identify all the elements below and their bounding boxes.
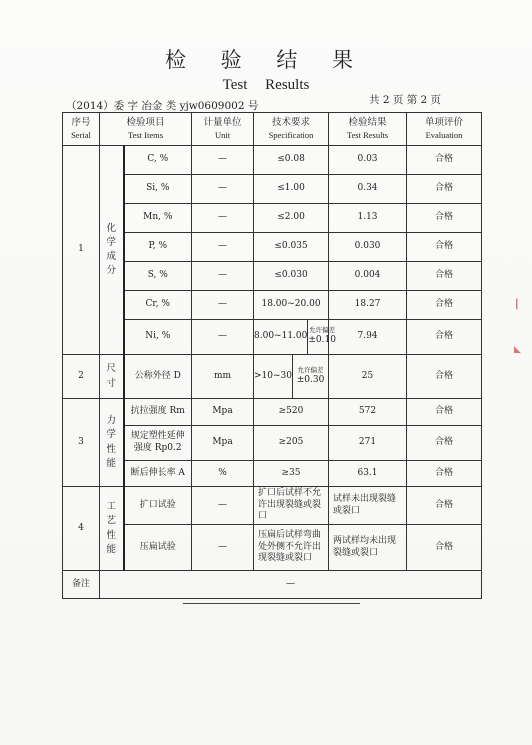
result-cell: 两试样均未出现裂缝或裂口	[329, 525, 407, 571]
spec-range: >10~30	[254, 355, 293, 398]
spec-cell: 18.00~20.00	[254, 291, 329, 320]
unit-cell: %	[192, 461, 254, 487]
remarks-row	[63, 571, 482, 599]
eval-cell: 合格	[407, 204, 482, 233]
result-cell: 0.030	[329, 233, 407, 262]
table-row	[63, 320, 482, 355]
unit-cell: —	[192, 204, 254, 233]
col-test-results: 检验结果 Test Results	[329, 113, 407, 146]
result-cell: 试样未出现裂缝或裂口	[329, 487, 407, 525]
item-cell: 扩口试验	[124, 487, 192, 525]
title-chinese: 检 验 结 果	[164, 48, 368, 72]
eval-cell: 合格	[407, 426, 482, 461]
eval-cell: 合格	[407, 146, 482, 175]
item-cell: S, %	[124, 262, 192, 291]
result-cell: 0.004	[329, 262, 407, 291]
spec-tolerance: 允许偏差 ±0.10	[308, 326, 336, 346]
item-cell: C, %	[124, 146, 192, 175]
item-cell: 规定塑性延伸强度 Rp0.2	[124, 426, 192, 461]
eval-cell: 合格	[407, 233, 482, 262]
unit-cell: Mpa	[192, 426, 254, 461]
result-cell: 1.13	[329, 204, 407, 233]
page-count: 共 2 页 第 2 页	[369, 94, 442, 106]
unit-cell: —	[192, 291, 254, 320]
spec-cell	[254, 320, 336, 355]
item-cell: P, %	[124, 233, 192, 262]
col-serial: 序号 Serial	[63, 113, 100, 146]
table-row	[63, 146, 482, 175]
group-label: 力学性能	[100, 399, 124, 487]
col-evaluation: 单项评价 Evaluation	[407, 113, 482, 146]
group-label: 化学成分	[100, 146, 124, 355]
table-row	[63, 487, 482, 525]
item-cell: Cr, %	[124, 291, 192, 320]
eval-cell: 合格	[407, 175, 482, 204]
item-cell: 压扁试验	[124, 525, 192, 571]
unit-cell: —	[192, 320, 254, 355]
spec-cell: 压扁后试样弯曲处外侧不允许出现裂缝或裂口	[254, 525, 329, 571]
result-cell: 25	[329, 355, 407, 399]
spec-cell: ≤0.035	[254, 233, 329, 262]
spec-tolerance: 允许偏差 ±0.30	[296, 365, 325, 385]
serial-cell: 1	[63, 146, 100, 355]
spec-cell: ≤0.08	[254, 146, 329, 175]
table-row	[63, 426, 482, 461]
spec-cell: ≤1.00	[254, 175, 329, 204]
document-number: （2014）委 字 冶金 类 yjw0609002 号	[66, 100, 259, 112]
col-test-items: 检验项目 Test Items	[100, 113, 192, 146]
spec-cell: ≤0.030	[254, 262, 329, 291]
unit-cell: —	[192, 525, 254, 571]
eval-cell: 合格	[407, 461, 482, 487]
table-row	[63, 204, 482, 233]
unit-cell: mm	[192, 355, 254, 399]
col-specification: 技术要求 Specification	[254, 113, 329, 146]
stamp-edge-mark: ┃	[514, 300, 520, 310]
table-row	[63, 262, 482, 291]
stamp-edge-mark: ◣	[514, 345, 521, 355]
item-cell: Ni, %	[124, 320, 192, 355]
table-row	[63, 525, 482, 571]
item-cell: Si, %	[124, 175, 192, 204]
spec-cell: ≥205	[254, 426, 329, 461]
result-cell: 572	[329, 399, 407, 426]
result-cell: 0.03	[329, 146, 407, 175]
result-cell: 271	[329, 426, 407, 461]
spec-cell: ≥35	[254, 461, 329, 487]
spec-range: 8.00~11.00	[254, 320, 308, 354]
unit-cell: —	[192, 233, 254, 262]
result-cell: 0.34	[329, 175, 407, 204]
item-cell: 公称外径 D	[124, 355, 192, 399]
table-row	[63, 461, 482, 487]
eval-cell: 合格	[407, 525, 482, 571]
eval-cell: 合格	[407, 355, 482, 399]
group-label: 尺寸	[100, 355, 124, 399]
unit-cell: —	[192, 146, 254, 175]
remarks-value: —	[100, 571, 482, 599]
group-label: 工艺性能	[100, 487, 124, 571]
result-cell: 18.27	[329, 291, 407, 320]
eval-cell: 合格	[407, 320, 482, 355]
title-english: Test Results	[222, 77, 310, 93]
table-row	[63, 291, 482, 320]
eval-cell: 合格	[407, 262, 482, 291]
spec-cell: ≤2.00	[254, 204, 329, 233]
unit-cell: —	[192, 487, 254, 525]
remarks-label: 备注	[63, 571, 100, 599]
table-row	[63, 175, 482, 204]
header-row	[63, 113, 482, 146]
table-row	[63, 355, 482, 399]
signature-line	[183, 603, 360, 604]
item-cell: 抗拉强度 Rm	[124, 399, 192, 426]
table-row	[63, 233, 482, 262]
serial-cell: 3	[63, 399, 100, 487]
eval-cell: 合格	[407, 487, 482, 525]
result-cell: 63.1	[329, 461, 407, 487]
spec-cell: 扩口后试样不允许出现裂缝或裂口	[254, 487, 329, 525]
results-table	[62, 112, 482, 599]
table-row	[63, 399, 482, 426]
eval-cell: 合格	[407, 291, 482, 320]
eval-cell: 合格	[407, 399, 482, 426]
item-cell: 断后伸长率 A	[124, 461, 192, 487]
unit-cell: Mpa	[192, 399, 254, 426]
serial-cell: 2	[63, 355, 100, 399]
unit-cell: —	[192, 175, 254, 204]
unit-cell: —	[192, 262, 254, 291]
spec-cell	[254, 355, 329, 399]
item-cell: Mn, %	[124, 204, 192, 233]
result-cell: 7.94	[329, 320, 407, 355]
serial-cell: 4	[63, 487, 100, 571]
col-unit: 计量单位 Unit	[192, 113, 254, 146]
spec-cell: ≥520	[254, 399, 329, 426]
